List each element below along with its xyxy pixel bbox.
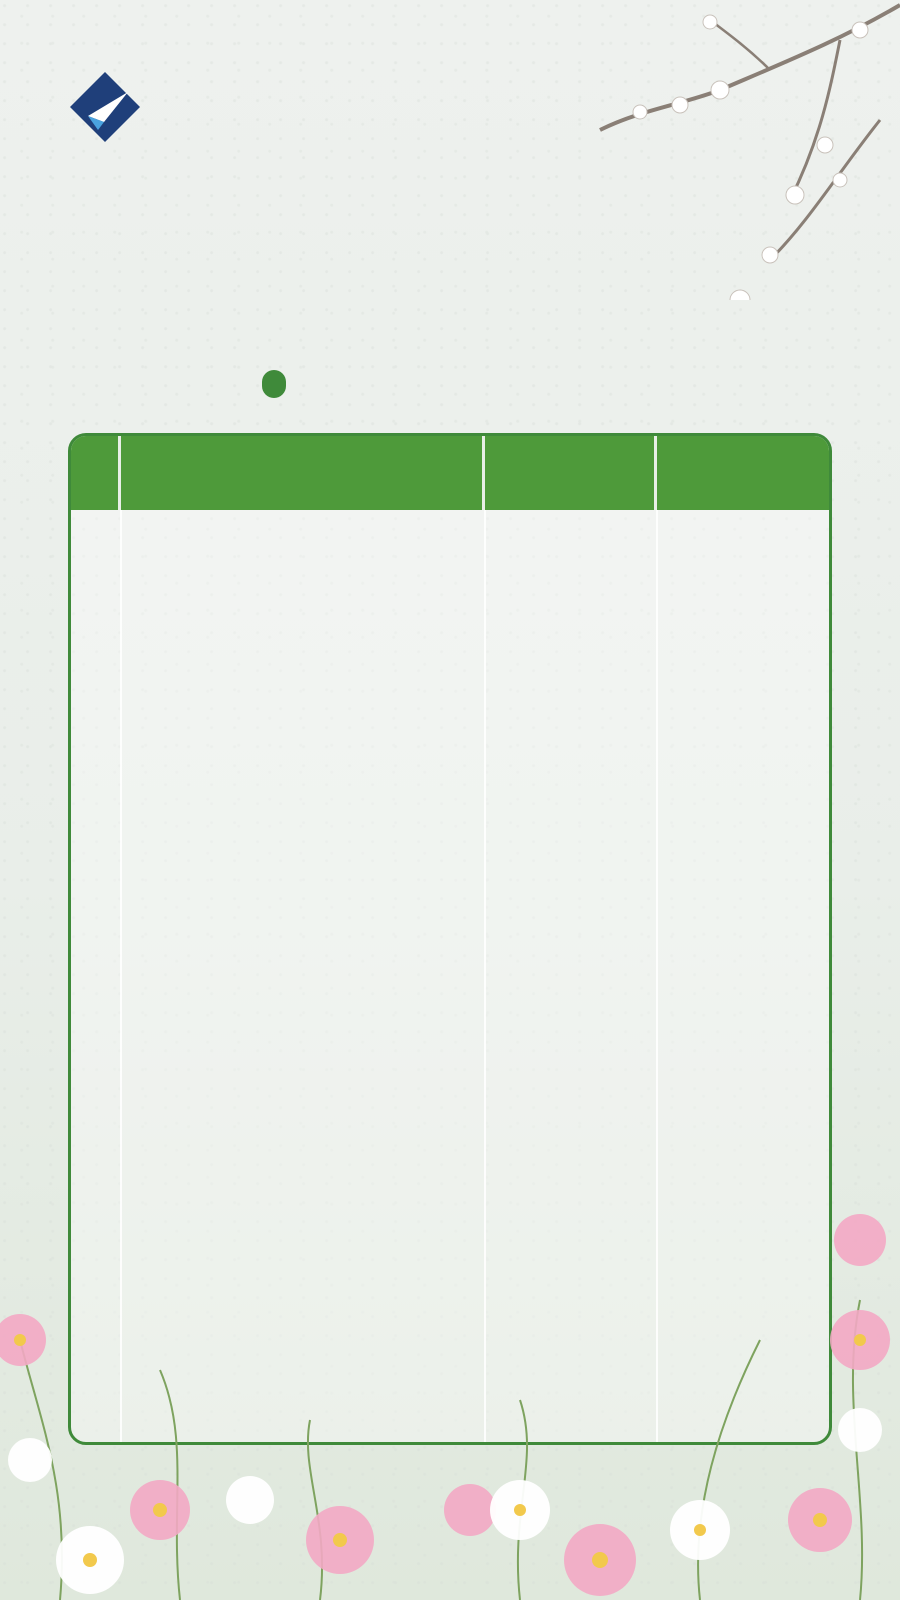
activity-table (68, 433, 832, 1445)
column-divider (484, 510, 486, 1442)
date-range-badge (262, 370, 286, 398)
table-body (71, 510, 829, 1442)
header-num (71, 436, 121, 510)
plum-blossom-branch (540, 0, 900, 300)
column-divider (120, 510, 122, 1442)
column-divider (656, 510, 658, 1442)
table-header (71, 436, 829, 510)
header-name (121, 436, 485, 510)
library-logo (70, 72, 158, 142)
header-time (485, 436, 657, 510)
header-location (657, 436, 829, 510)
library-logo-icon (70, 72, 140, 142)
